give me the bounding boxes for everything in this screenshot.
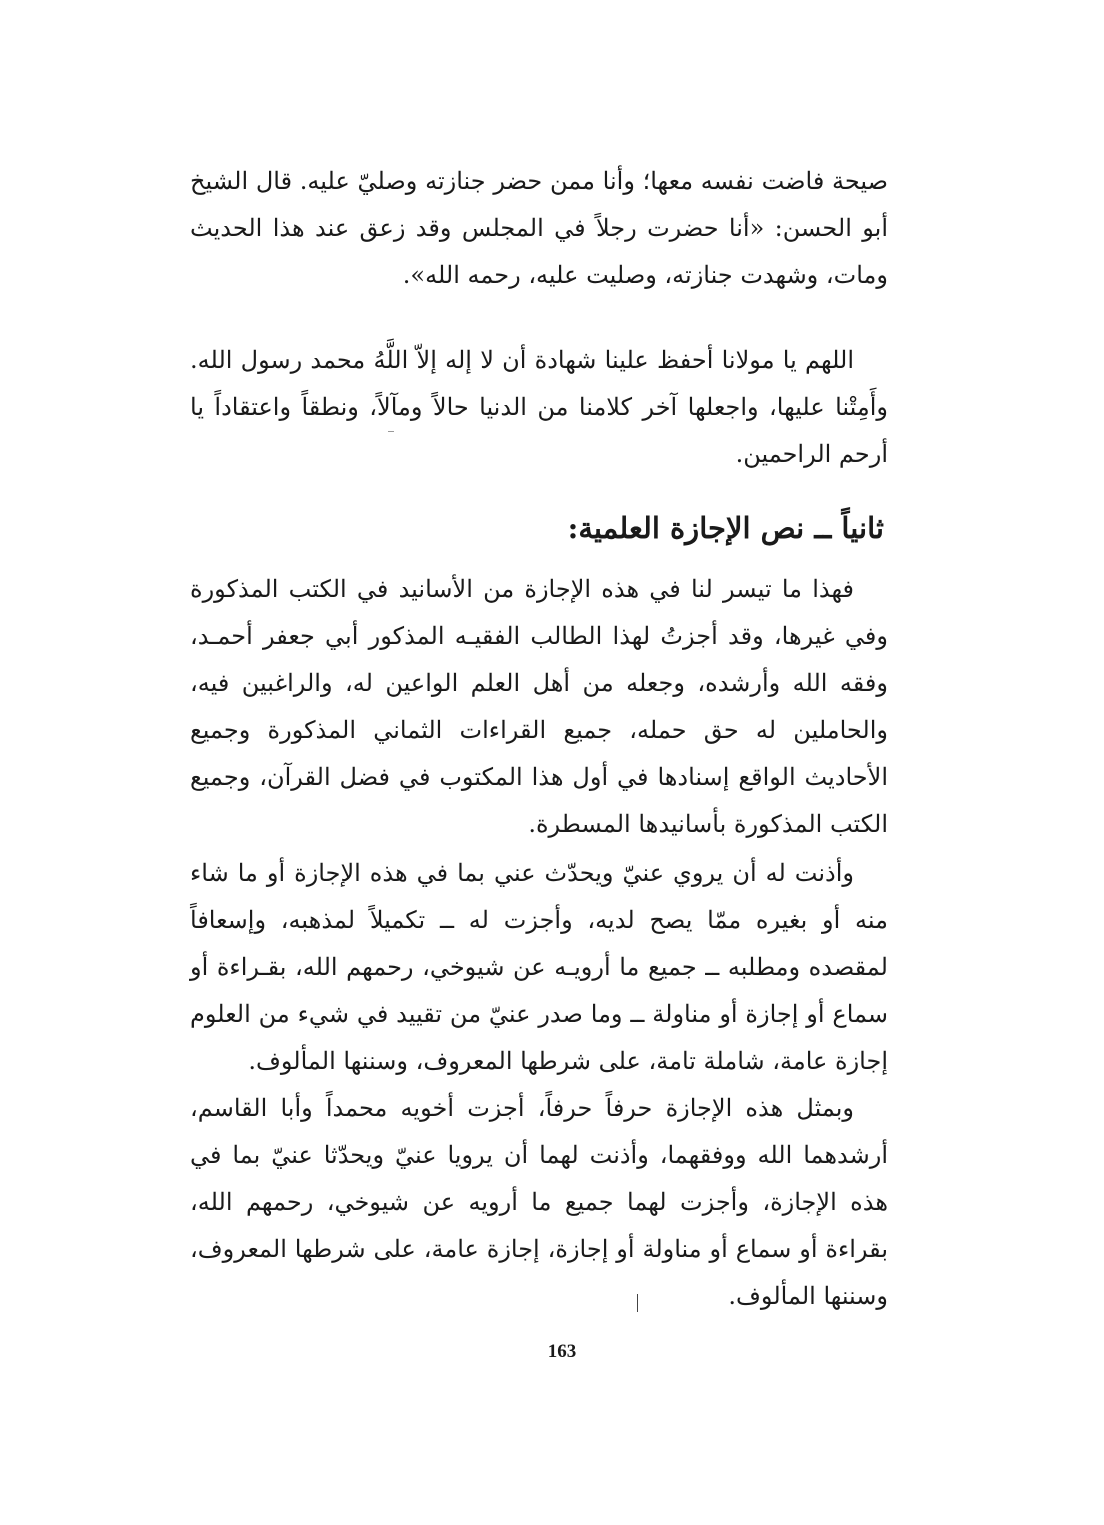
paragraph-prayer — [190, 337, 888, 478]
paragraph-ijaza-intro — [190, 566, 888, 848]
paragraph-text: اللهم يا مولانا أحفظ علينا شهادة أن لا إله إلاّ اللَّهُ محمد رسول الله. وأَمِتْنا عليها، واجعلها آخر كلامنا من الدنيا حالاً ومآلاً، ونطقاً واعتقاداً يا أرحم الراحمين. — [190, 346, 888, 468]
paragraph-brothers — [190, 1085, 888, 1320]
scan-artifact — [637, 1294, 638, 1312]
paragraph-text: صيحة فاضت نفسه معها؛ وأنا ممن حضر جنازته وصليّ عليه. قال الشيخ أبو الحسن: «أنا حضرت رجلاً في المجلس وقد زعق عند هذا الحديث ومات، وشهدت جنازته، وصليت عليه، رحمه الله». — [190, 167, 889, 289]
paragraph-continuation — [190, 158, 888, 299]
page-number: 163 — [547, 1341, 577, 1362]
section-heading: ثانياً ــ نص الإجازة العلمية: — [567, 511, 884, 545]
scan-artifact — [388, 431, 394, 432]
paragraph-text: وأذنت له أن يروي عنيّ ويحدّث عني بما في هذه الإجازة أو ما شاء منه أو بغيره ممّا يصح لديه، وأجزت له ــ تكميلاً لمذهبه، وإسعافاً لمقصده ومطلبه ــ جميع ما أرويـه عن شيوخي، رحمهم الله، بقـراءة أو سماع أو إجازة أو مناولة ــ وما صدر عنيّ من تقييد في شيء من العلوم إجازة عامة، شاملة تامة، على شرطها المعروف، وسننها المألوف. — [190, 859, 888, 1075]
paragraph-text: وبمثل هذه الإجازة حرفاً حرفاً، أجزت أخويه محمداً وأبا القاسم، أرشدهما الله ووفقهما، وأذنت لهما أن يرويا عنيّ ويحدّثا عنيّ بما في هذه الإجازة، وأجزت لهما جميع ما أرويه عن شيوخي، رحمهم الله، بقراءة أو سماع أو مناولة أو إجازة، إجازة عامة، على شرطها المعروف، وسننها المألوف. — [190, 1094, 889, 1310]
paragraph-permission — [190, 850, 888, 1085]
paragraph-text: فهذا ما تيسر لنا في هذه الإجازة من الأسانيد في الكتب المذكورة وفي غيرها، وقد أجزتُ لهذا الطالب الفقيـه المذكور أبي جعفر أحمـد، وفقه الله وأرشده، وجعله من أهل العلم الواعين له، والراغبين فيه، والحاملين له حق حمله، جميع القراءات الثماني المذكورة وجميع الأحاديث الواقع إسنادها في أول هذا المكتوب في فضل القرآن، وجميع الكتب المذكورة بأسانيدها المسطرة. — [190, 575, 888, 838]
